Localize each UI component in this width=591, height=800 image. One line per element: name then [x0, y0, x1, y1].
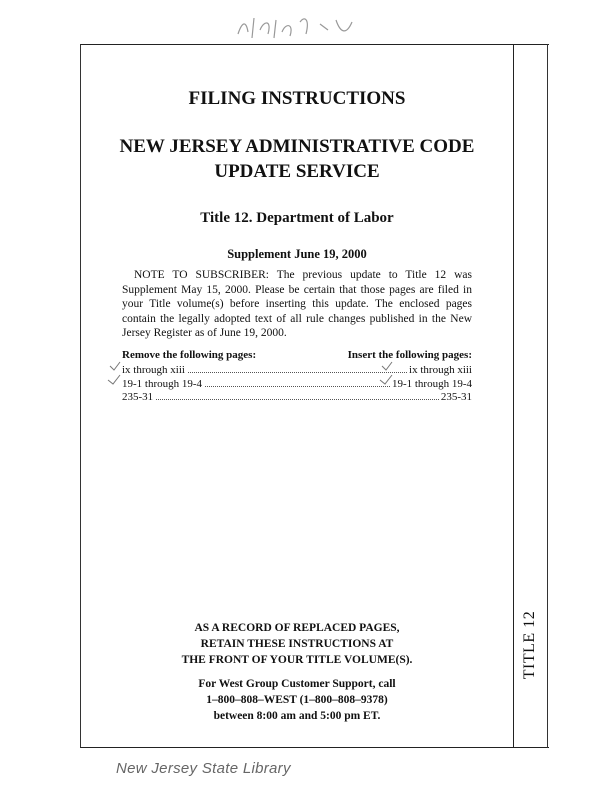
insert-pages: 235-31: [440, 391, 472, 403]
support-line-1: For West Group Customer Support, call: [198, 678, 396, 690]
title-tab-label: TITLE 12: [521, 610, 539, 680]
record-line-1: AS A RECORD OF REPLACED PAGES,: [194, 622, 400, 634]
note-text: NOTE TO SUBSCRIBER: The previous update to Title 12 was Supplement May 15, 2000. Please be certain that those pages are filed in your Title volume(s) before inserting this update. The enclosed pages contain the legally adopted text of all rule changes published in the New Jersey Register as of June 19, 2000.: [122, 269, 472, 339]
insert-pages: ix through xiii: [409, 364, 472, 376]
library-stamp: New Jersey State Library: [116, 760, 291, 777]
record-line-3: THE FRONT OF YOUR TITLE VOLUME(S).: [181, 654, 413, 666]
subtitle-line-2: UPDATE SERVICE: [214, 161, 380, 182]
document-title: FILING INSTRUCTIONS: [188, 88, 406, 109]
page-row: [122, 391, 472, 405]
insert-pages: 19-1 through 19-4: [391, 377, 472, 390]
subscriber-note: [122, 268, 472, 341]
remove-pages: 19-1 through 19-4: [122, 377, 203, 390]
dot-leader: [156, 399, 439, 400]
document-subtitle: [96, 134, 498, 184]
record-line-2: RETAIN THESE INSTRUCTIONS AT: [200, 638, 394, 650]
support-phone: 1–800–808–WEST (1–800–808–9378): [206, 694, 388, 706]
remove-pages: ix through xiii: [122, 364, 185, 376]
page-row: [122, 378, 472, 392]
support-hours: between 8:00 am and 5:00 pm ET.: [213, 710, 381, 722]
dot-leader: [188, 372, 407, 373]
subtitle-line-1: NEW JERSEY ADMINISTRATIVE CODE: [119, 136, 475, 157]
page-replacement-list: [122, 349, 472, 405]
insert-header: Insert the following pages:: [347, 349, 472, 361]
handwritten-scribble: [228, 12, 378, 42]
remove-pages: 235-31: [122, 391, 154, 403]
remove-header: Remove the following pages:: [122, 349, 257, 361]
supplement-date: Supplement June 19, 2000: [227, 247, 367, 261]
page-list-header: [122, 349, 472, 361]
title-tab: [515, 580, 546, 710]
title-department: Title 12. Department of Labor: [200, 210, 394, 226]
page-row: [122, 364, 472, 378]
dot-leader: [205, 386, 390, 387]
check-marks-left: [106, 360, 124, 410]
check-marks-right: [378, 360, 396, 410]
record-instructions: [96, 620, 498, 668]
customer-support-info: [96, 676, 498, 724]
